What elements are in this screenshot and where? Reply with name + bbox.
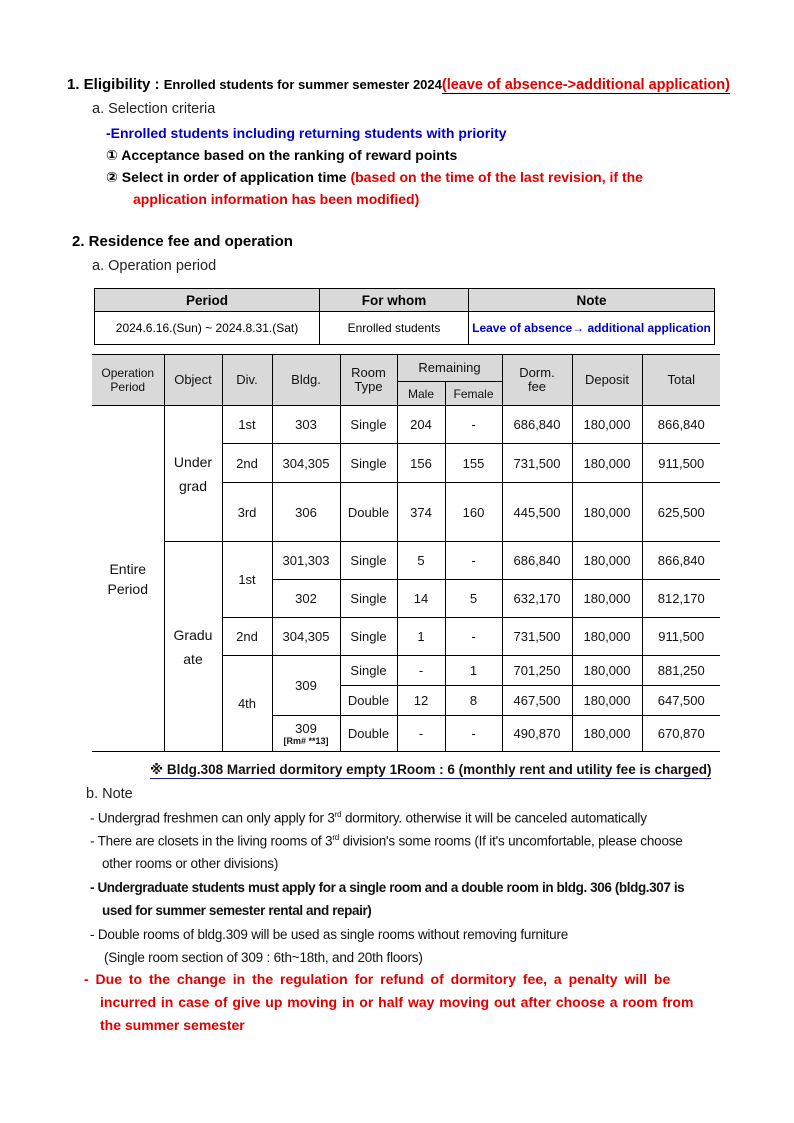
total-cell: 812,170 [642, 580, 720, 618]
cell-text: Period [107, 580, 148, 597]
separator: : [150, 76, 164, 93]
dorm-fee-cell: 632,170 [502, 580, 572, 618]
priority-text: -Enrolled students including returning students with priority [106, 125, 507, 141]
note-item-4-line2: (Single room section of 309 : 6th~18th, and 20th floors) [104, 950, 423, 965]
header-for-whom: For whom [320, 289, 469, 312]
male-cell: 156 [397, 444, 445, 483]
total-cell: 866,840 [642, 542, 720, 580]
male-cell: 12 [397, 686, 445, 716]
criteria-text: Acceptance based on the ranking of reward points [121, 147, 458, 163]
note-sup: rd [334, 810, 342, 819]
header-male: Male [397, 382, 445, 406]
dorm-fee-cell: 467,500 [502, 686, 572, 716]
fee-table-header [92, 355, 720, 382]
female-cell: - [445, 542, 502, 580]
object-graduate-cell [164, 542, 222, 752]
note-text: - Undergrad freshmen can only apply for 3 [90, 810, 335, 826]
criteria-marker: ① [106, 147, 118, 163]
deposit-cell: 180,000 [572, 656, 642, 686]
note-item-1 [90, 810, 647, 826]
total-cell: 911,500 [642, 618, 720, 656]
for-whom-value: Enrolled students [320, 312, 469, 345]
object-undergrad-cell [164, 406, 222, 542]
header-text: Operation [101, 366, 155, 380]
div-cell: 4th [222, 656, 272, 752]
note-item-3: - Undergraduate students must apply for a single room and a double room in bldg. 306 (bldg.307 is [90, 880, 685, 895]
male-cell: 5 [397, 542, 445, 580]
note-heading: b. Note [86, 786, 133, 802]
note-item-4: - Double rooms of bldg.309 will be used as single rooms without removing furniture [90, 927, 569, 942]
header-note: Note [469, 289, 715, 312]
deposit-cell: 180,000 [572, 686, 642, 716]
bldg-room-note: [Rm# **13] [283, 736, 329, 746]
criteria-note: (based on the time of the last revision, if the [350, 169, 643, 185]
dorm-fee-cell: 490,870 [502, 716, 572, 752]
header-bldg: Bldg. [272, 355, 340, 406]
female-cell: 160 [445, 483, 502, 542]
table-row [92, 542, 720, 580]
cell-text: ate [183, 650, 203, 667]
room-type-cell: Double [340, 483, 397, 542]
female-cell: - [445, 406, 502, 444]
male-cell: 374 [397, 483, 445, 542]
note-text: - There are closets in the living rooms of 3 [90, 833, 333, 849]
cell-text: Under [173, 453, 213, 470]
dorm-fee-cell: 731,500 [502, 618, 572, 656]
deposit-cell: 180,000 [572, 406, 642, 444]
div-cell: 1st [222, 542, 272, 618]
div-cell: 2nd [222, 444, 272, 483]
period-table-header [95, 289, 715, 312]
header-text: Period [110, 380, 146, 394]
table-row [92, 406, 720, 444]
total-cell: 625,500 [642, 483, 720, 542]
operation-period-heading: a. Operation period [92, 258, 217, 274]
deposit-cell: 180,000 [572, 444, 642, 483]
cell-text: grad [178, 477, 208, 494]
header-total: Total [642, 355, 720, 406]
bldg-cell: 309 [272, 656, 340, 716]
note-item-5-line3: the summer semester [100, 1017, 245, 1033]
deposit-cell: 180,000 [572, 580, 642, 618]
total-cell: 911,500 [642, 444, 720, 483]
dorm-fee-cell: 686,840 [502, 406, 572, 444]
married-dormitory-note: ※ Bldg.308 Married dormitory empty 1Room : 6 (monthly rent and utility fee is charged) [150, 762, 712, 777]
room-type-cell: Double [340, 716, 397, 752]
selection-criteria-heading: a. Selection criteria [92, 101, 216, 117]
room-type-cell: Single [340, 618, 397, 656]
header-text: Room [351, 365, 386, 380]
female-cell: - [445, 716, 502, 752]
criteria-item-2 [106, 169, 643, 186]
header-remaining: Remaining [397, 355, 502, 382]
fee-table [92, 354, 720, 752]
operation-period-cell [92, 406, 164, 752]
deposit-cell: 180,000 [572, 618, 642, 656]
note-value: Leave of absence→ additional application [469, 312, 715, 345]
header-female: Female [445, 382, 502, 406]
dorm-fee-cell: 686,840 [502, 542, 572, 580]
room-type-cell: Double [340, 686, 397, 716]
criteria-item-1 [106, 147, 457, 164]
room-type-cell: Single [340, 580, 397, 618]
eligibility-heading: 1. Eligibility [67, 76, 151, 93]
female-cell: 8 [445, 686, 502, 716]
female-cell: 5 [445, 580, 502, 618]
note-sup: rd [332, 833, 340, 842]
note-item-3-line2: used for summer semester rental and repair) [102, 903, 372, 918]
room-type-cell: Single [340, 406, 397, 444]
note-item-2-line2: other rooms or other divisions) [102, 856, 279, 871]
dorm-fee-cell: 701,250 [502, 656, 572, 686]
room-type-cell: Single [340, 542, 397, 580]
bldg-cell: 304,305 [272, 444, 340, 483]
table-row [95, 312, 715, 345]
header-dorm-fee [502, 355, 572, 406]
room-type-cell: Single [340, 444, 397, 483]
note-item-5-line2: incurred in case of give up moving in or half way moving out after choose a room from [100, 994, 694, 1010]
note-item-5: - Due to the change in the regulation for refund of dormitory fee, a penalty will be [84, 971, 671, 987]
note-text: division's some rooms (If it's uncomfortable, please choose [339, 833, 683, 849]
header-div: Div. [222, 355, 272, 406]
total-cell: 881,250 [642, 656, 720, 686]
bldg-cell: 303 [272, 406, 340, 444]
note-text: dormitory. otherwise it will be canceled automatically [341, 810, 647, 826]
male-cell: - [397, 656, 445, 686]
div-cell: 3rd [222, 483, 272, 542]
bldg-cell: 302 [272, 580, 340, 618]
male-cell: 1 [397, 618, 445, 656]
criteria-marker: ② [106, 169, 118, 185]
bldg-number: 309 [295, 721, 317, 736]
cell-text: Gradu [173, 626, 213, 643]
room-type-cell: Single [340, 656, 397, 686]
note-item-2 [90, 833, 683, 849]
dorm-fee-cell: 445,500 [502, 483, 572, 542]
cell-text: Entire [109, 560, 147, 577]
period-table [94, 288, 715, 345]
dorm-fee-cell: 731,500 [502, 444, 572, 483]
header-object: Object [164, 355, 222, 406]
period-value: 2024.6.16.(Sun) ~ 2024.8.31.(Sat) [95, 312, 320, 345]
eligibility-note: (leave of absence->additional application) [441, 77, 730, 93]
bldg-cell: 304,305 [272, 618, 340, 656]
criteria-note-line2: application information has been modified) [133, 191, 420, 207]
residence-fee-heading: 2. Residence fee and operation [72, 233, 293, 250]
header-text: Dorm. [519, 365, 555, 380]
header-operation-period [92, 355, 164, 406]
eligibility-summary: Enrolled students for summer semester 2024 [163, 77, 442, 92]
female-cell: 155 [445, 444, 502, 483]
male-cell: 14 [397, 580, 445, 618]
deposit-cell: 180,000 [572, 716, 642, 752]
deposit-cell: 180,000 [572, 542, 642, 580]
header-text: Type [354, 379, 383, 394]
header-deposit: Deposit [572, 355, 642, 406]
female-cell: 1 [445, 656, 502, 686]
div-cell: 1st [222, 406, 272, 444]
div-cell: 2nd [222, 618, 272, 656]
eligibility-line [67, 76, 730, 94]
bldg-cell: 306 [272, 483, 340, 542]
deposit-cell: 180,000 [572, 483, 642, 542]
male-cell: - [397, 716, 445, 752]
criteria-text: Select in order of application time [121, 169, 347, 185]
total-cell: 670,870 [642, 716, 720, 752]
bldg-cell [272, 716, 340, 752]
male-cell: 204 [397, 406, 445, 444]
header-period: Period [95, 289, 320, 312]
total-cell: 647,500 [642, 686, 720, 716]
header-room-type [340, 355, 397, 406]
bldg-cell: 301,303 [272, 542, 340, 580]
header-text: fee [527, 379, 547, 394]
total-cell: 866,840 [642, 406, 720, 444]
female-cell: - [445, 618, 502, 656]
